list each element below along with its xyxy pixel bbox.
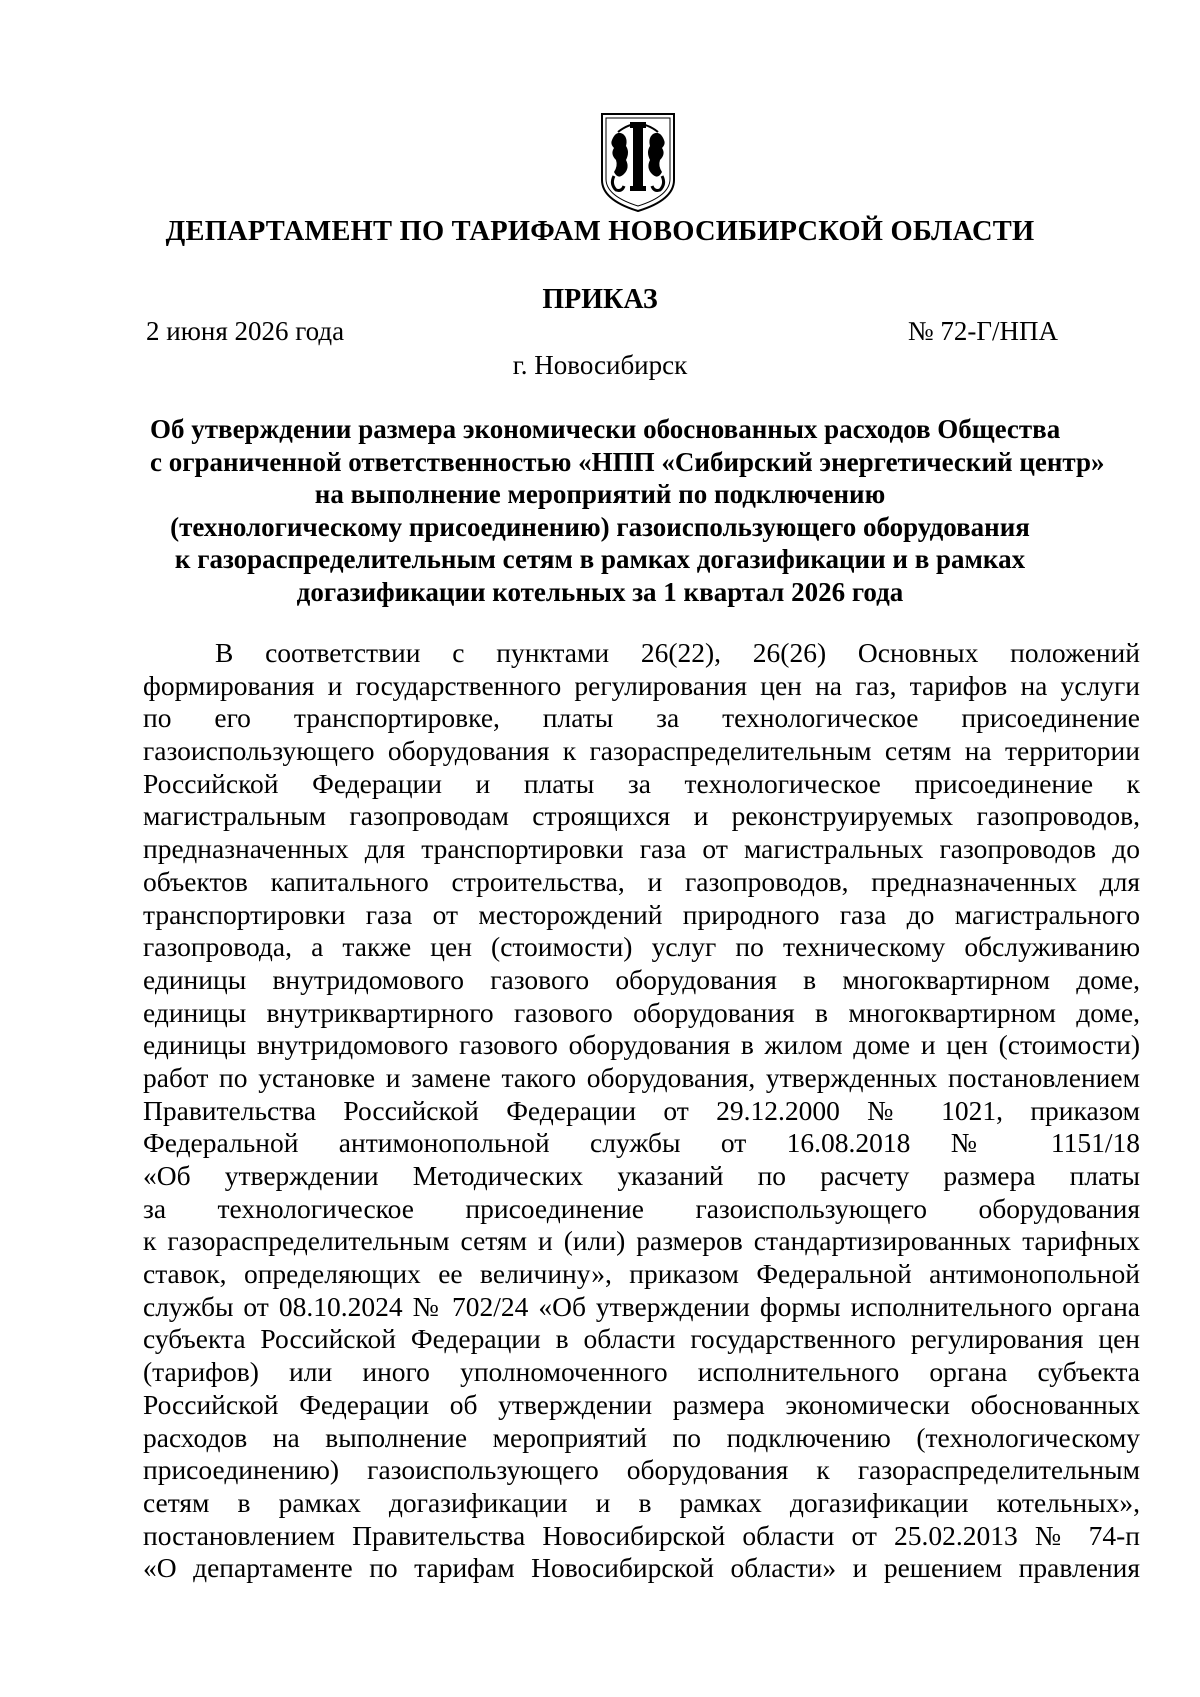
body-line: «О департаменте по тарифам Новосибирской области» и решением правления bbox=[143, 1552, 1140, 1584]
coat-of-arms-emblem bbox=[596, 110, 680, 214]
order-subject bbox=[150, 413, 1105, 608]
body-line: единицы внутриквартирного газового оборудования в многоквартирном доме, bbox=[143, 996, 1140, 1028]
body-line: присоединению) газоиспользующего оборудования к газораспределительным bbox=[143, 1454, 1140, 1486]
body-line: службы от 08.10.2024 № 702/24 «Об утверждении формы исполнительного органа bbox=[143, 1290, 1140, 1322]
body-line: газопровода, а также цен (стоимости) услуг по техническому обслуживанию bbox=[143, 931, 1140, 963]
subject-line: догазификации котельных за 1 квартал 2026 года bbox=[296, 576, 904, 607]
body-line: В соответствии с пунктами 26(22), 26(26) Основных положений bbox=[215, 637, 1140, 668]
body-line: газоиспользующего оборудования к газораспределительным сетям на территории bbox=[143, 735, 1140, 767]
department-name: ДЕПАРТАМЕНТ ПО ТАРИФАМ НОВОСИБИРСКОЙ ОБЛАСТИ bbox=[165, 216, 1035, 247]
body-line: транспортировки газа от месторождений природного газа до магистрального bbox=[143, 898, 1140, 930]
body-line: «Об утверждении Методических указаний по расчету размера платы bbox=[143, 1160, 1140, 1191]
body-line: за технологическое присоединение газоиспользующего оборудования bbox=[143, 1192, 1140, 1224]
body-line: к газораспределительным сетям и (или) размеров стандартизированных тарифных bbox=[143, 1225, 1140, 1257]
body-line: работ по установке и замене такого оборудования, утвержденных постановлением bbox=[143, 1061, 1140, 1093]
body-line: Российской Федерации об утверждении размера экономически обоснованных bbox=[143, 1388, 1140, 1420]
body-line: постановлением Правительства Новосибирской области от 25.02.2013 № 74-п bbox=[143, 1519, 1140, 1551]
subject-line: на выполнение мероприятий по подключению bbox=[314, 479, 886, 509]
order-number: № 72-Г/НПА bbox=[907, 316, 1058, 346]
body-line: единицы внутридомового газового оборудования в жилом доме и цен (стоимости) bbox=[143, 1029, 1140, 1061]
body-line: (тарифов) или иного уполномоченного исполнительного органа субъекта bbox=[143, 1356, 1140, 1388]
body-line: расходов на выполнение мероприятий по подключению (технологическому bbox=[143, 1421, 1140, 1453]
order-date: 2 июня 2026 года bbox=[146, 316, 345, 346]
subject-line: с ограниченной ответственностью «НПП «Сибирский энергетический центр» bbox=[150, 446, 1105, 477]
subject-line: Об утверждении размера экономически обоснованных расходов Общества bbox=[150, 414, 1061, 444]
body-line: Правительства Российской Федерации от 29.12.2000 № 1021, приказом bbox=[143, 1094, 1140, 1126]
body-line: ставок, определяющих ее величину», приказом Федеральной антимонопольной bbox=[143, 1258, 1140, 1290]
body-line: Федеральной антимонопольной службы от 16.08.2018 № 1151/18 bbox=[143, 1127, 1140, 1159]
body-line: по его транспортировке, платы за технологическое присоединение bbox=[143, 702, 1140, 734]
issue-city: г. Новосибирск bbox=[512, 350, 688, 380]
body-line: сетям в рамках догазификации и в рамках догазификации котельных», bbox=[143, 1486, 1140, 1518]
subject-line: (технологическому присоединению) газоиспользующего оборудования bbox=[170, 511, 1030, 542]
order-body-paragraph bbox=[143, 637, 1140, 1585]
body-line: Российской Федерации и платы за технологическое присоединение к bbox=[143, 767, 1140, 799]
body-line: объектов капитального строительства, и газопроводов, предназначенных для bbox=[143, 865, 1140, 897]
body-line: единицы внутридомового газового оборудования в многоквартирном доме, bbox=[143, 963, 1140, 995]
body-line: субъекта Российской Федерации в области государственного регулирования цен bbox=[143, 1323, 1140, 1355]
subject-line: к газораспределительным сетям в рамках догазификации и в рамках bbox=[174, 544, 1026, 574]
body-line: предназначенных для транспортировки газа от магистральных газопроводов до bbox=[143, 833, 1140, 865]
document-type-title: ПРИКАЗ bbox=[542, 284, 658, 315]
body-line: формирования и государственного регулирования цен на газ, тарифов на услуги bbox=[143, 669, 1140, 701]
body-line: магистральным газопроводам строящихся и реконструируемых газопроводов, bbox=[143, 800, 1140, 832]
